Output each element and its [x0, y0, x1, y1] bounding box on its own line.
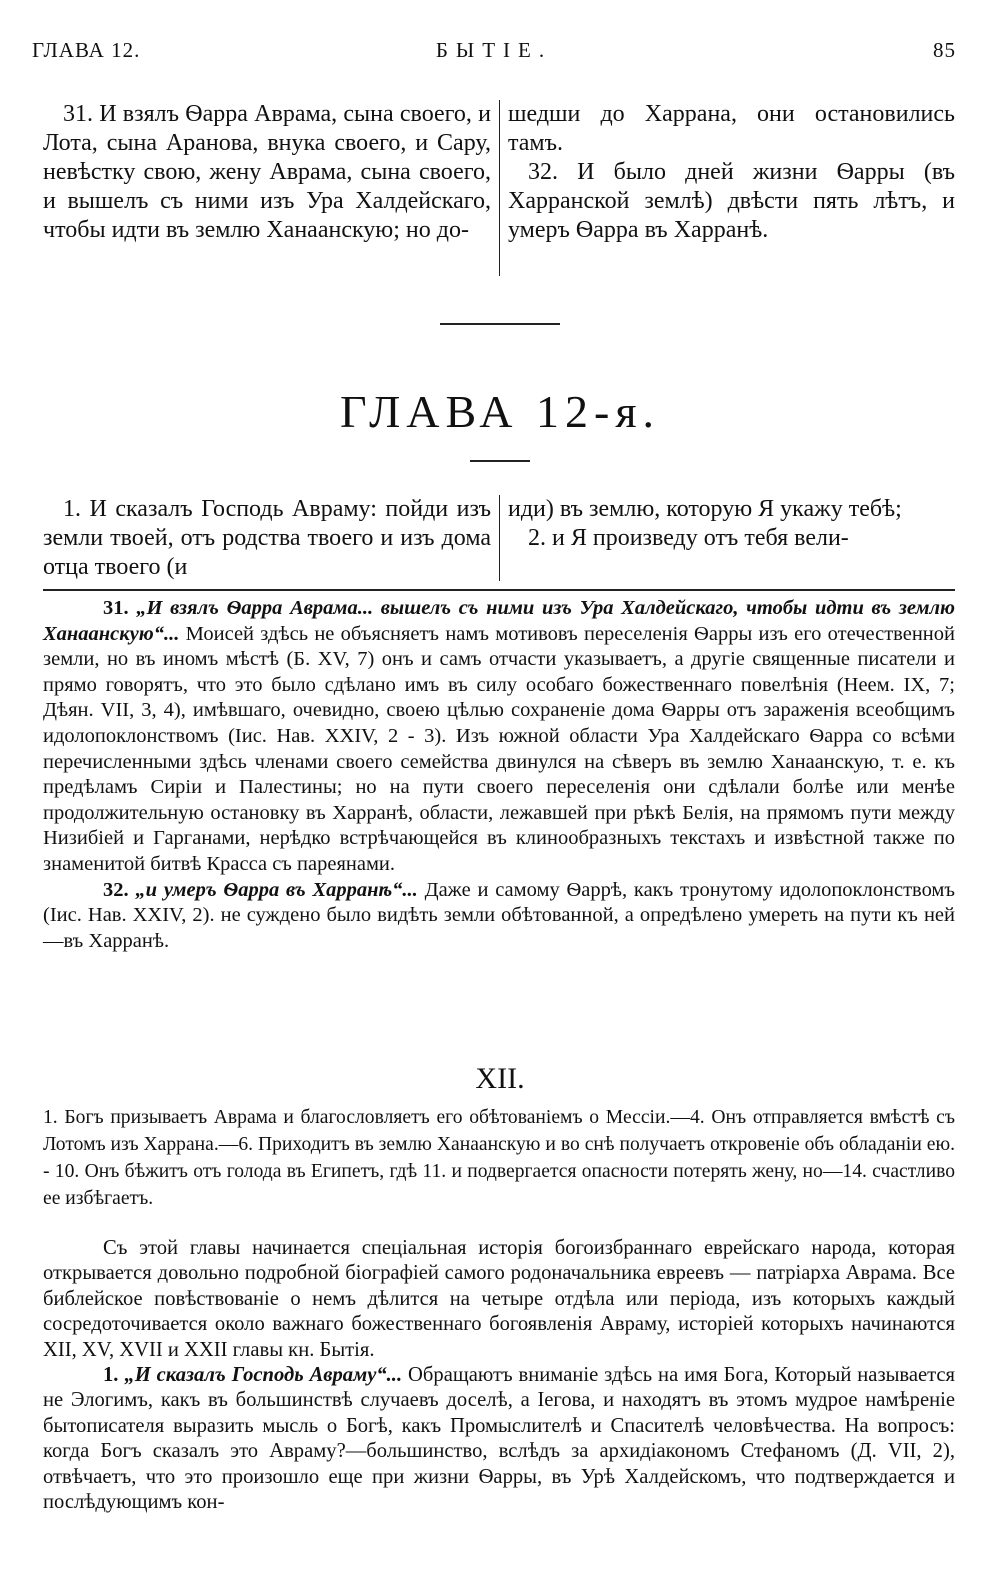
running-header: [32, 38, 956, 72]
verse-31-continuation: шедши до Харрана, они остановились тамъ.: [508, 101, 955, 156]
header-book-title: БЫТІЕ.: [435, 38, 553, 62]
verse-31-text: 31. И взялъ Ѳарра Аврама, сына своего, и Лота, сына Аранова, внука своего, и Сару, невѣстку свою, жену Аврама, сына своего, и вышелъ съ ними изъ Ура Халдейскаго, чтобы идти въ землю Ханаанскую; но до-: [43, 101, 491, 243]
verse-31-column: [43, 100, 491, 245]
commentary-separator: [43, 589, 955, 591]
verse-1-text: 1. И сказалъ Господь Авраму: пойди изъ земли твоей, отъ родства твоего и изъ дома отца твоего (и: [43, 496, 491, 580]
chapter-introduction: [43, 1236, 955, 1515]
ornament-rule-top: [440, 323, 560, 325]
verse-1-column: [43, 495, 491, 582]
verse-32-column: [508, 100, 955, 245]
note-32-quote: „и умеръ Ѳарра въ Харранѣ“...: [135, 878, 418, 901]
page-number: 85: [933, 38, 956, 62]
note-1: [43, 1363, 955, 1515]
summary-text: 1. Богъ призываетъ Аврама и благословляетъ его обѣтованіемъ о Мессіи.—4. Онъ отправляется вмѣстѣ съ Лотомъ изъ Харрана.—6. Приходитъ въ землю Ханаанскую и во снѣ получаетъ откровеніе объ обладаніи ею. - 10. Онъ бѣжитъ отъ голода въ Египетъ, гдѣ 11. и подвергается опасности потерять жену, но—14. счастливо ее избѣгаетъ.: [43, 1107, 955, 1209]
note-32-body: Даже и самому Ѳаррѣ, какъ тронутому идолопоклонствомъ (Іис. Нав. XXIV, 2). не суждено было видѣть земли обѣтованной, а опредѣлено умереть на пути къ ней—въ Харранѣ.: [43, 878, 956, 952]
chapter-summary: [43, 1104, 955, 1212]
ornament-rule-bottom: [470, 460, 530, 462]
column-divider-2: [499, 495, 500, 581]
column-divider: [499, 100, 500, 276]
verse-32-text: 32. И было дней жизни Ѳарры (въ Харранской землѣ) двѣсти пять лѣтъ, и умеръ Ѳарра въ Харранѣ.: [508, 159, 955, 243]
note-1-body: Обращаютъ вниманіе здѣсь на имя Бога, Который называется не Элогимъ, какъ въ большинствѣ случаевъ доселѣ, а Іегова, и находятъ въ этомъ мудрое намѣреніе бытописателя выразить мысль о Богѣ, какъ Промыслителѣ и Спасителѣ человѣчества. На вопросъ: когда Богъ сказалъ это Авраму?—большинство, вслѣдъ за архидіакономъ Стефаномъ (Д. VII, 2), отвѣчаетъ, что это произошло еще при жизни Ѳарры, въ Урѣ Халдейскомъ, что подтверждается и послѣдующимъ кон-: [43, 1364, 956, 1514]
verse-1-continuation: иди) въ землю, которую Я укажу тебѣ;: [508, 496, 902, 522]
note-32-number: 32.: [103, 878, 129, 901]
commentary: [43, 596, 955, 954]
verse-2-text: 2. и Я произведу отъ тебя вели-: [528, 525, 849, 551]
chapter-title: ГЛАВА 12-я.: [339, 386, 661, 437]
section-number: XII.: [475, 1062, 525, 1095]
note-1-number: 1.: [103, 1364, 119, 1387]
note-31-number: 31.: [103, 597, 129, 619]
chapter-verse-columns: [43, 495, 955, 587]
note-31: [43, 596, 955, 878]
header-chapter: ГЛАВА 12.: [32, 38, 141, 62]
note-31-body: Моисей здѣсь не объясняетъ намъ мотивовъ переселенія Ѳарры изъ его отечественной земли, но въ иномъ мѣстѣ (Б. XV, 7) онъ и самъ отчасти указываетъ, а другіе священные писатели и прямо говорятъ, что это было сдѣлано имъ въ силу особаго божественнаго повелѣнія (Неем. IX, 7; Дѣян. VII, 3, 4), имѣвшаго, очевидно, своею цѣлью сохраненіе дома Ѳарры отъ зараженія всеобщимъ идолопоклонствомъ (Іис. Нав. XXIV, 2 - 3). Изъ южной области Ура Халдейскаго Ѳарра со всѣми перечисленными здѣсь членами своего семейства двинулся на сѣверъ въ землю Ханаанскую, т. е. къ предѣламъ Сиріи и Палестины; но на пути своего переселенія они сдѣлали болѣе или менѣе продолжительную остановку въ Харранѣ, области, лежавшей при рѣкѣ Белія, на прямомъ пути между Низибіей и Гарганами, нерѣдко встрѣчающейся въ клинообразныхъ текстахъ и извѣстной также по знаменитой битвѣ Красса съ пареянами.: [43, 622, 955, 875]
note-31-quote: „И взялъ Ѳарра Аврама... вышелъ съ ними изъ Ура Халдейскаго, чтобы идти въ землю Ханаанскую“...: [43, 597, 955, 645]
verse-2-column: [508, 495, 955, 553]
intro-paragraph: Съ этой главы начинается спеціальная исторія богоизбраннаго еврейскаго народа, которая открывается довольно подробной біографіей самого родоначальника евреевъ — патріарха Аврама. Все библейское повѣствованіе о немъ дѣлится на четыре отдѣла или періода, изъ которыхъ каждый сосредоточивается около важнаго божественнаго богоявленія Авраму, исторіей которыхъ начинаются XII, XV, XVII и XXII главы кн. Бытія.: [43, 1237, 955, 1361]
top-verse-columns: [43, 100, 955, 280]
note-32: [43, 878, 955, 955]
note-1-quote: „И сказалъ Господь Авраму“...: [124, 1364, 403, 1387]
